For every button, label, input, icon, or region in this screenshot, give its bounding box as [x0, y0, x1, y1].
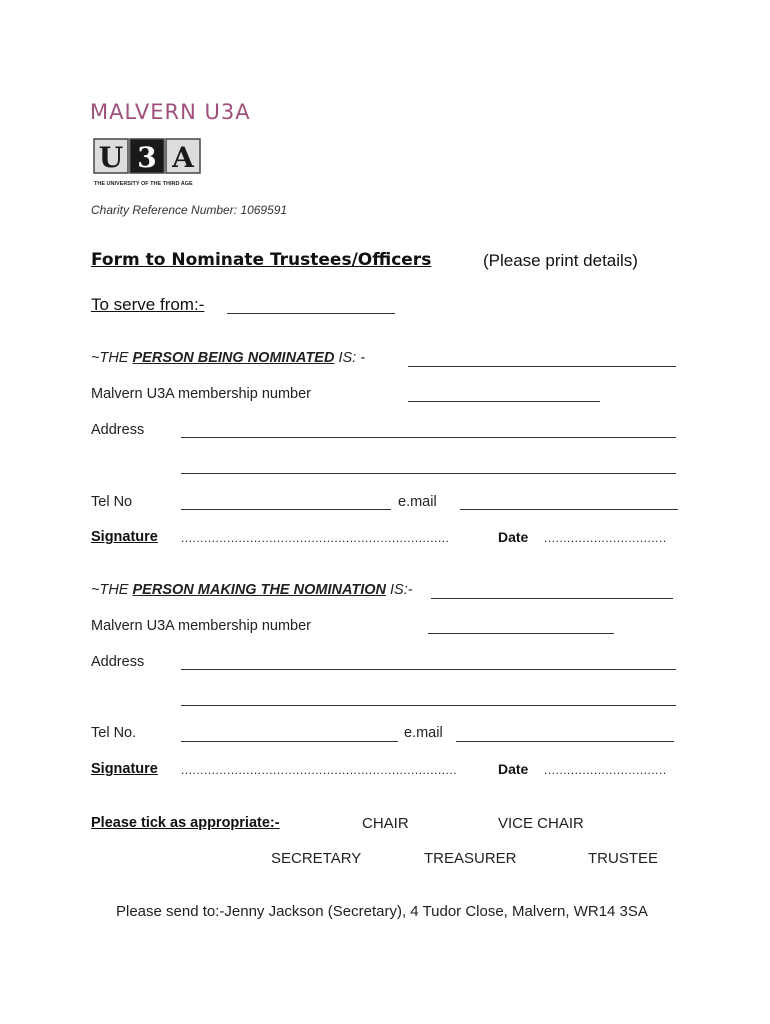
- role-option-chair[interactable]: CHAIR: [362, 815, 409, 832]
- nominee-tel-field[interactable]: [181, 509, 391, 510]
- nominator-date-field[interactable]: ................................: [544, 763, 667, 777]
- nominator-signature-label: Signature: [91, 761, 158, 777]
- nominee-date-field[interactable]: ................................: [544, 531, 667, 545]
- nominator-email-field[interactable]: [456, 741, 674, 742]
- nominator-heading: ~THE PERSON MAKING THE NOMINATION IS:-: [91, 582, 413, 598]
- nominator-address-line-1[interactable]: [181, 669, 676, 670]
- nominee-date-label: Date: [498, 529, 529, 545]
- nominee-membership-label: Malvern U3A membership number: [91, 386, 312, 402]
- nominator-date-label: Date: [498, 761, 529, 777]
- nominator-name-field[interactable]: [431, 598, 673, 599]
- nominee-address-label: Address: [91, 422, 145, 438]
- nominee-email-label: e.mail: [398, 494, 437, 510]
- role-option-treasurer[interactable]: TREASURER: [424, 850, 517, 867]
- nominator-signature-field[interactable]: ........................................................................: [181, 763, 458, 777]
- nominee-address-line-2[interactable]: [181, 473, 676, 474]
- tick-instruction: Please tick as appropriate:-: [91, 815, 280, 831]
- nominator-address-label: Address: [91, 654, 145, 670]
- charity-reference: Charity Reference Number: 1069591: [91, 203, 288, 217]
- nominator-membership-field[interactable]: [428, 633, 614, 634]
- nominator-tel-label: Tel No.: [91, 725, 137, 741]
- nominee-signature-field[interactable]: ......................................................................: [181, 531, 450, 545]
- serve-from-label: To serve from:-: [91, 295, 205, 314]
- print-note: (Please print details): [483, 251, 638, 270]
- serve-from-field[interactable]: [227, 313, 395, 314]
- nominee-name-field[interactable]: [408, 366, 676, 367]
- nominee-email-field[interactable]: [460, 509, 678, 510]
- nominee-membership-field[interactable]: [408, 401, 600, 402]
- org-name: MALVERN U3A: [90, 100, 251, 124]
- svg-text:3: 3: [137, 141, 157, 174]
- nominator-membership-label: Malvern U3A membership number: [91, 618, 312, 634]
- nominee-address-line-1[interactable]: [181, 437, 676, 438]
- nominator-address-line-2[interactable]: [181, 705, 676, 706]
- role-option-vice-chair[interactable]: VICE CHAIR: [498, 815, 584, 832]
- nominator-tel-field[interactable]: [181, 741, 398, 742]
- nominee-signature-label: Signature: [91, 529, 158, 545]
- send-to-address: Please send to:-Jenny Jackson (Secretary), 4 Tudor Close, Malvern, WR14 3SA: [116, 903, 648, 920]
- nominator-email-label: e.mail: [404, 725, 443, 741]
- svg-text:U: U: [98, 141, 124, 174]
- svg-text:A: A: [172, 141, 194, 174]
- form-title: Form to Nominate Trustees/Officers: [91, 250, 432, 270]
- role-option-trustee[interactable]: TRUSTEE: [588, 850, 659, 867]
- role-option-secretary[interactable]: SECRETARY: [271, 850, 362, 867]
- logo-tagline: THE UNIVERSITY OF THE THIRD AGE: [94, 181, 193, 187]
- nominee-heading: ~THE PERSON BEING NOMINATED IS: -: [91, 350, 366, 366]
- nominee-tel-label: Tel No: [91, 494, 133, 510]
